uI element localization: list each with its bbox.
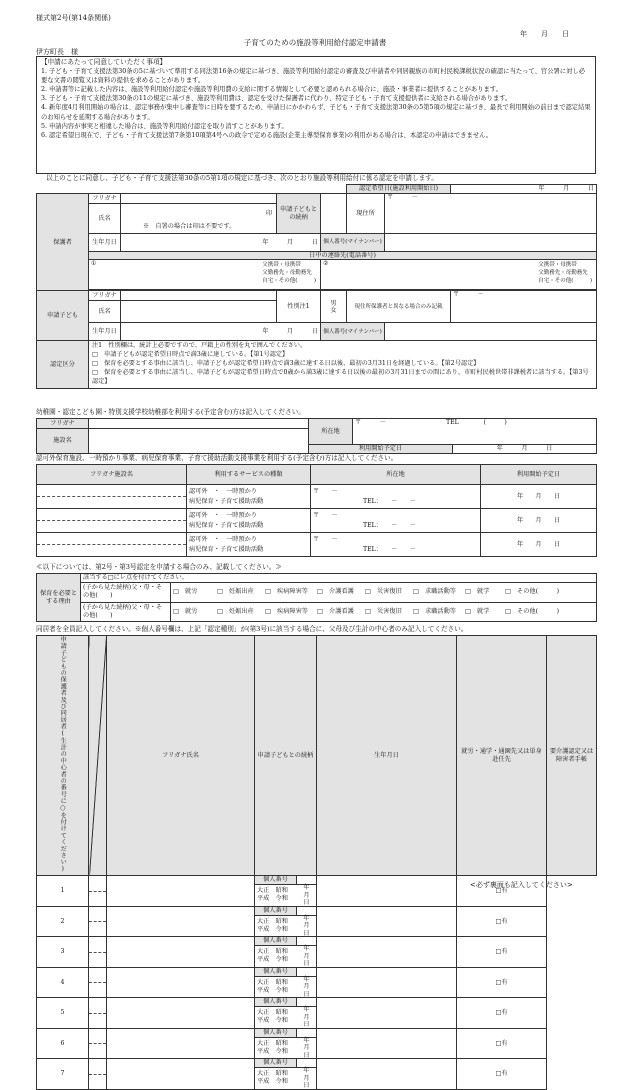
reason-option[interactable]: □ その他( ) — [505, 607, 559, 615]
guardian-name-label: 氏名 — [89, 204, 121, 234]
hh-relation-field[interactable] — [107, 876, 255, 907]
hh-care-field[interactable]: □有 — [457, 1059, 547, 1090]
contact-1-field[interactable] — [89, 260, 321, 290]
guardian-mynumber-label: 個人番号(マイナンバー) — [321, 234, 385, 252]
svc-kind-field[interactable]: 認可外 ・ 一時預かり 病児保育・子育て援助活動 — [187, 485, 311, 509]
reason-option[interactable]: □ 疾病障害等 — [265, 588, 308, 596]
hh-name-field[interactable] — [89, 1028, 107, 1059]
svc-name-field[interactable] — [37, 509, 187, 533]
svc-location-field[interactable]: 〒 － TEL： － － — [311, 485, 481, 509]
reason-check-note: 該当する□にレ点を付けてください。 — [81, 574, 597, 583]
kg-location-field[interactable] — [353, 419, 597, 445]
contact-1-label: ① — [91, 260, 97, 268]
reason-option[interactable]: □ 就労 — [173, 607, 198, 615]
hh-col-relation: 申請子どもとの続柄 — [255, 636, 317, 876]
guardian-mynumber-field[interactable] — [385, 234, 597, 252]
reason-intro: ≪以下については、第2号・第3号認定を申請する場合のみ、記載してください。≫ — [36, 563, 283, 571]
hh-work-field[interactable] — [317, 998, 457, 1029]
hh-birth-field[interactable]: 個人番号 大正 昭和 平成 令和 年 月 日 — [255, 906, 317, 937]
reason-option[interactable]: □ 就労 — [173, 588, 198, 596]
category-options — [89, 341, 597, 389]
consent-item: 1. 子ども・子育て支援法第30条の5に基づいて準用する同法第16条の規定に基づき、施設等利用給付認定の審査及び申請者や同居親族の市町村民税課税状況の確認に当たって、官公署に対し必要な文書の閲覧又は資料の提供を求めることがあります。 — [41, 67, 586, 85]
hh-care-field[interactable]: □有 — [457, 967, 547, 998]
svc-start-field[interactable]: 年 月 日 — [481, 485, 597, 509]
reason-parent[interactable]: (子から見た続柄)父・母・その他( ) — [81, 603, 171, 622]
hh-work-field[interactable] — [317, 967, 457, 998]
consent-item: 5. 申請内容が事実と相違した場合は、施設等利用給付認定を取り消すことがあります。 — [41, 122, 288, 130]
reason-option[interactable]: □ 妊娠出産 — [217, 607, 254, 615]
reason-option[interactable]: □ 求職活動等 — [413, 607, 456, 615]
svc-col-kind: 利用するサービスの種類 — [187, 465, 311, 485]
child-birth-field[interactable]: 年 月 日 — [121, 323, 321, 341]
consent-item: 2. 申請書等に記載した内容は、施設等利用給付認定や施設等利用費の支給に関する情報として必要と認められる場合に、施設・事業者に提供することがあります。 — [41, 86, 502, 94]
hh-name-field[interactable] — [89, 906, 107, 937]
service-row — [37, 485, 597, 509]
kg-furigana-field[interactable] — [89, 419, 309, 429]
household-row — [37, 1028, 597, 1059]
consent-heading: 【申請にあたって同意していただく事項】 — [41, 58, 167, 66]
guardian-relation-label: 申請子どもとの続柄 — [277, 194, 321, 234]
guardian-birth-field[interactable]: 年 月 日 — [121, 234, 321, 252]
guardian-address-label: 現住所 — [347, 194, 385, 234]
reason-label: 保育を必要とする理由 — [37, 574, 81, 622]
hh-relation-field[interactable] — [107, 1028, 255, 1059]
kg-furigana-label: フリガナ — [37, 419, 89, 429]
hh-work-field[interactable] — [317, 937, 457, 968]
hh-work-field[interactable] — [317, 906, 457, 937]
hh-relation-field[interactable] — [107, 1059, 255, 1090]
agreement-statement: 以上のことに同意し、子ども・子育て支援法第30条の5第1項の規定に基づき、次のとおり施設等利用給付に係る認定を申請します。 — [46, 174, 438, 182]
reason-option[interactable]: □ 就学 — [465, 607, 490, 615]
child-postal: 〒 － — [453, 291, 484, 299]
hh-care-field[interactable]: □有 — [457, 876, 547, 907]
reason-option[interactable]: □ 疾病障害等 — [265, 607, 308, 615]
contact-2-kind[interactable]: 父携帯・母携帯 父勤務先・母勤務先 自宅・その他( ) — [538, 262, 593, 284]
hh-work-field[interactable] — [317, 1028, 457, 1059]
child-address-field[interactable] — [451, 291, 597, 323]
svc-start-field[interactable]: 年 月 日 — [481, 509, 597, 533]
child-sex-field[interactable]: 男 女 — [321, 291, 347, 323]
svc-location-field[interactable]: 〒 － TEL： － － — [311, 509, 481, 533]
reason-option[interactable]: □ 求職活動等 — [413, 588, 456, 596]
hh-name-field[interactable] — [89, 967, 107, 998]
services-intro: 認可外保育施設、一時預かり事業、病児保育事業、子育て援助活動支援事業を利用する(予定含む)方は記入してください。 — [36, 454, 398, 462]
hh-birth-field[interactable]: 個人番号 大正 昭和 平成 令和 年 月 日 — [255, 998, 317, 1029]
desired-date-value[interactable]: 年 月 日 — [451, 185, 597, 194]
reason-option[interactable]: □ 災害復旧 — [365, 588, 402, 596]
hh-col-name: フリガナ氏名 — [107, 636, 255, 876]
hh-col-work: 就労・通学・通園先又は単身赴任先 — [457, 636, 547, 876]
child-name-label: 氏名 — [89, 301, 121, 323]
reason-row — [81, 603, 596, 622]
kg-facility-field[interactable] — [89, 429, 309, 454]
services-table — [36, 464, 597, 557]
child-label: 申請子ども — [37, 291, 89, 341]
reason-option[interactable]: □ 妊娠出産 — [217, 588, 254, 596]
hh-care-field[interactable]: □有 — [457, 937, 547, 968]
footer-note: <必ず裏面も記入してください> — [470, 881, 573, 889]
hh-relation-field[interactable] — [107, 998, 255, 1029]
hh-care-field[interactable]: □有 — [457, 998, 547, 1029]
guardian-furigana-field[interactable] — [121, 194, 277, 204]
consent-box — [36, 56, 596, 174]
contact-2-field[interactable] — [321, 260, 597, 290]
consent-list — [41, 67, 591, 140]
child-address-label: 現住所保護者と異なる場合のみ記載 — [347, 291, 451, 323]
child-furigana-label: フリガナ — [89, 291, 121, 301]
kg-start-field[interactable]: 年 月 日 — [453, 445, 597, 454]
hh-name-field[interactable] — [89, 998, 107, 1029]
date-field[interactable]: 年 月 日 — [520, 30, 569, 38]
hh-birth-field[interactable]: 個人番号 大正 昭和 平成 令和 年 月 日 — [255, 1028, 317, 1059]
service-row — [37, 533, 597, 557]
svc-location-field[interactable]: 〒 － TEL： － － — [311, 533, 481, 557]
category-option-3[interactable]: □ 保育を必要とする事由に該当し、申請子どもが認定希望日時点で0歳から満3歳に達する日以後の最初の3月31日までの間にあり、市町村民税世帯非課税者に該当する。【第3号認定】 — [92, 369, 589, 386]
contact-header: 日中の連絡先(電話番号) — [89, 252, 597, 260]
kindergarten-intro: 幼稚園・認定こども園・特別支援学校幼稚部を利用する(予定含む)方は記入してください。 — [36, 408, 305, 416]
category-option-1[interactable]: □ 申請子どもが認定希望日時点で満3歳に達している。【第1号認定】 — [92, 351, 289, 359]
consent-item: 3. 子ども・子育て支援法第30条の11の規定に基づき、施設等利用費は、認定を受けた保護者に代わり、特定子ども・子育て支援提供者に支給される場合があります。 — [41, 95, 512, 103]
guardian-label: 保護者 — [37, 194, 89, 291]
svc-col-start: 利用開始予定日 — [481, 465, 597, 485]
hh-row-number[interactable]: 5 — [37, 998, 89, 1029]
child-sex-label: 性別注1 — [277, 291, 321, 323]
hh-name-field[interactable] — [89, 1059, 107, 1090]
reason-option[interactable]: □ 介護看護 — [317, 607, 354, 615]
category-label: 認定区分 — [37, 341, 89, 389]
reason-parent[interactable]: (子から見た続柄)父・母・その他( ) — [81, 583, 171, 602]
addressee: 伊方町長 様 — [36, 48, 78, 56]
hh-name-field[interactable] — [89, 876, 107, 907]
svc-kind-field[interactable]: 認可外 ・ 一時預かり 病児保育・子育て援助活動 — [187, 509, 311, 533]
hh-work-field[interactable] — [317, 876, 457, 907]
desired-date-label: 認定希望日(施設利用開始日) — [347, 185, 451, 194]
child-furigana-field[interactable] — [121, 291, 277, 301]
guardian-furigana-label: フリガナ — [89, 194, 121, 204]
child-sex-note: 注1 性別欄は、統計上必要ですので、戸籍上の性別を丸で囲んでください。 — [92, 342, 307, 350]
hh-birth-field[interactable]: 個人番号 大正 昭和 平成 令和 年 月 日 — [255, 967, 317, 998]
child-mynumber-field[interactable] — [385, 323, 597, 341]
kg-start-label: 利用開始予定日 — [309, 445, 453, 454]
kindergarten-table — [36, 418, 597, 454]
household-row — [37, 937, 597, 968]
child-mynumber-label: 個人番号(マイナンバー) — [321, 323, 385, 341]
hh-row-number[interactable]: 6 — [37, 1028, 89, 1059]
kg-postal: 〒 － — [355, 419, 386, 426]
household-row — [37, 998, 597, 1029]
hh-row-number[interactable]: 2 — [37, 906, 89, 937]
hh-work-field[interactable] — [317, 1059, 457, 1090]
svc-start-field[interactable]: 年 月 日 — [481, 533, 597, 557]
hh-col-birth: 生年月日 — [317, 636, 457, 876]
household-side-label: 申請子どもの保護者及び同居者(生計の中心者の番号に○を付けてください) — [37, 636, 89, 876]
guardian-birth-label: 生年月日 — [89, 234, 121, 252]
guardian-postal: 〒 － — [387, 194, 418, 201]
hh-birth-field[interactable]: 個人番号 大正 昭和 平成 令和 年 月 日 — [255, 876, 317, 907]
contact-2-label: ② — [323, 260, 329, 268]
category-option-2[interactable]: □ 保育を必要とする事由に該当し、申請子どもが認定希望日時点で満3歳に達する日以後、最初の3月31日を経過している。【第2号認定】 — [92, 360, 480, 368]
hh-col-care: 要介護認定又は障害者手帳 — [547, 636, 597, 876]
kg-tel: TEL ( ) — [445, 419, 507, 426]
svc-col-name: フリガナ施設名 — [37, 465, 187, 485]
kg-location-label: 所在地 — [309, 419, 353, 445]
reason-option[interactable]: □ 就学 — [465, 588, 490, 596]
household-row — [37, 906, 597, 937]
consent-item: 6. 認定希望日現在で、子ども・子育て支援法第7条第10項第4号への政令で定める施設(企業主導型保育事業)の利用がある場合は、本認定の申請はできません。 — [41, 131, 493, 139]
guardian-name-field[interactable] — [121, 204, 277, 234]
child-name-field[interactable] — [121, 301, 277, 323]
applicant-table — [36, 184, 597, 389]
hh-birth-field[interactable]: 個人番号 大正 昭和 平成 令和 年 月 日 — [255, 937, 317, 968]
reason-table — [36, 573, 597, 622]
reason-option[interactable]: □ その他( ) — [505, 588, 559, 596]
hh-name-field[interactable] — [89, 937, 107, 968]
household-row — [37, 967, 597, 998]
reason-option[interactable]: □ 災害復旧 — [365, 607, 402, 615]
hh-row-number[interactable]: 4 — [37, 967, 89, 998]
household-row — [37, 1059, 597, 1090]
reason-row — [81, 583, 596, 602]
svc-name-field[interactable] — [37, 533, 187, 557]
hh-row-number[interactable]: 7 — [37, 1059, 89, 1090]
seal-mark: 印 — [265, 210, 272, 217]
hh-row-number[interactable]: 3 — [37, 937, 89, 968]
svc-name-field[interactable] — [37, 485, 187, 509]
reason-option[interactable]: □ 介護看護 — [317, 588, 354, 596]
hh-relation-field[interactable] — [107, 937, 255, 968]
seal-note: ※ 自署の場合は印は不要です。 — [143, 222, 236, 230]
hh-relation-field[interactable] — [107, 967, 255, 998]
svc-kind-field[interactable]: 認可外 ・ 一時預かり 病児保育・子育て援助活動 — [187, 533, 311, 557]
contact-1-kind[interactable]: 父携帯・母携帯 父勤務先・母勤務先 自宅・その他( ) — [262, 262, 316, 284]
form-number: 様式第2号(第14条関係) — [36, 14, 111, 22]
household-corner — [89, 636, 107, 876]
hh-row-number[interactable]: 1 — [37, 876, 89, 907]
hh-care-field[interactable]: □有 — [457, 1028, 547, 1059]
hh-care-field[interactable]: □有 — [457, 906, 547, 937]
hh-relation-field[interactable] — [107, 906, 255, 937]
hh-birth-field[interactable]: 個人番号 大正 昭和 平成 令和 年 月 日 — [255, 1059, 317, 1090]
page-title: 子育てのための施設等利用給付認定申請書 — [243, 38, 387, 47]
svc-col-location: 所在地 — [311, 465, 481, 485]
household-table — [36, 635, 597, 1090]
guardian-relation-field[interactable] — [321, 194, 347, 234]
kg-facility-label: 施設名 — [37, 429, 89, 454]
household-intro: 同居者を全員記入してください。※個人番号欄は、上記「認定種別」が(第3号)に該当する場合に、父母及び生計の中心者のみ記入してください。 — [36, 625, 468, 633]
child-birth-label: 生年月日 — [89, 323, 121, 341]
guardian-address-field[interactable] — [385, 194, 597, 234]
service-row — [37, 509, 597, 533]
consent-item: 4. 新年度4月利用開始の場合は、認定事務が集中し審査等に日時を要するため、申請日にかかわらず、子ども・子育て支援法第30条の5第5項の規定に基づき、最長で利用開始の前日まで認定結果のお知らせを延期する場合があります。 — [41, 104, 591, 121]
